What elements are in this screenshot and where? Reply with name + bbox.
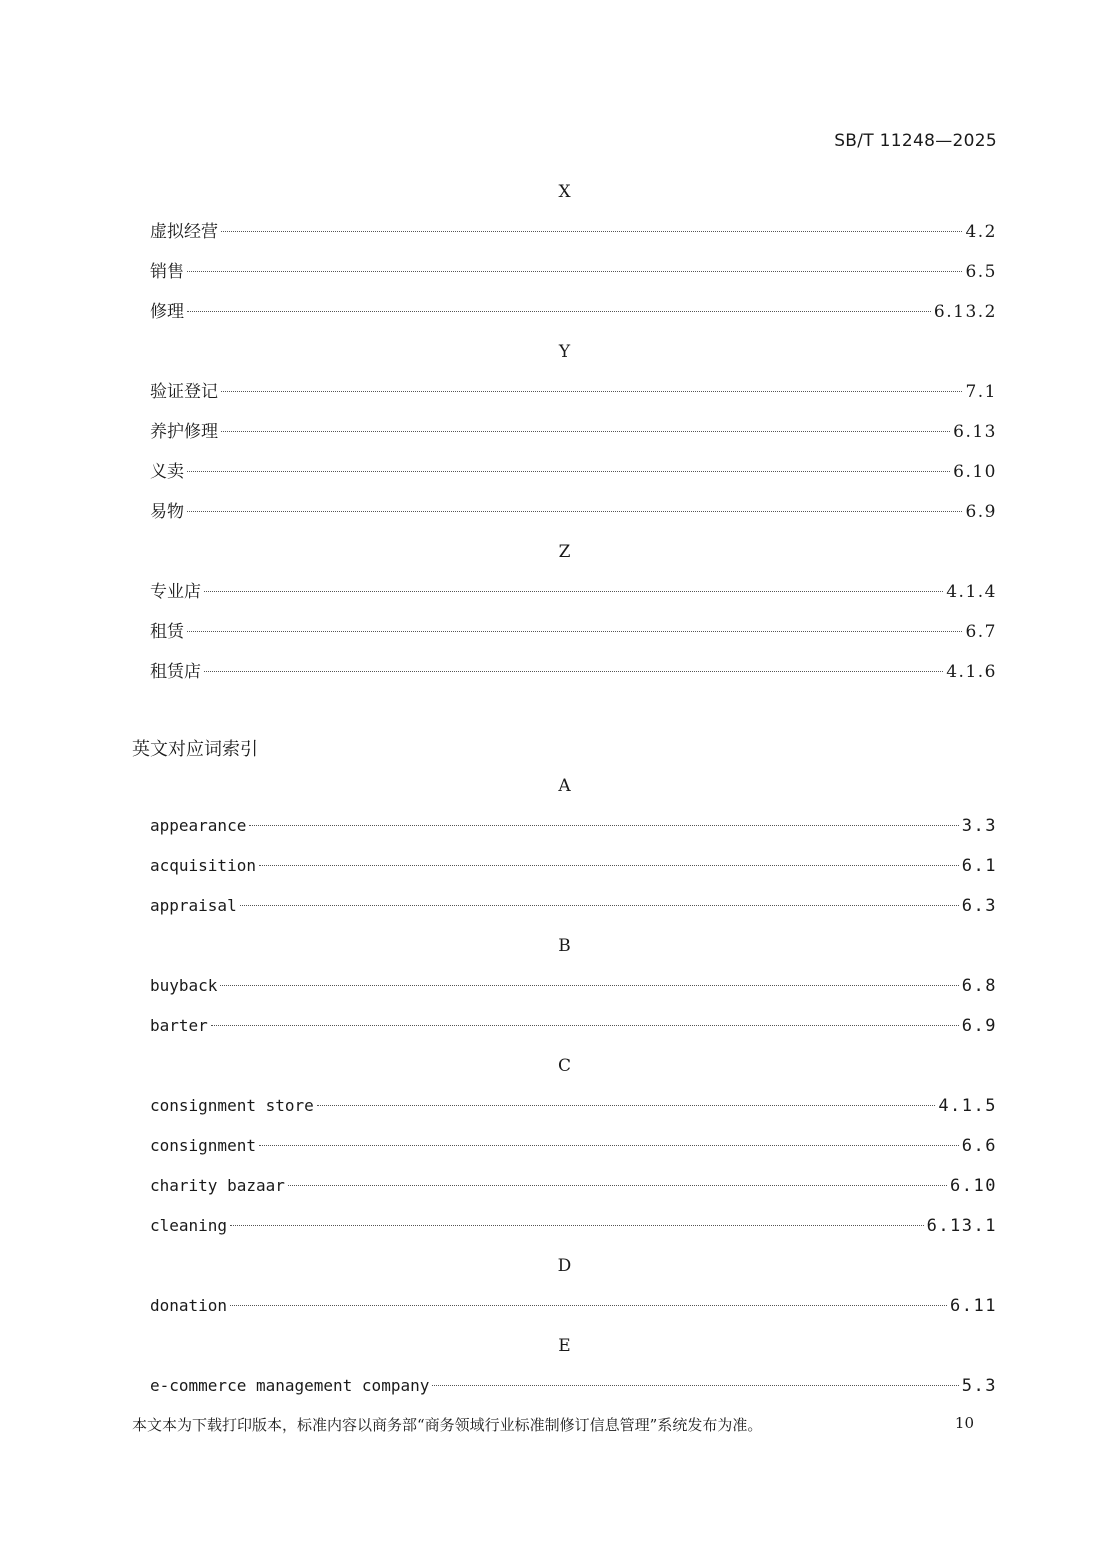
index-entry bbox=[150, 572, 997, 612]
index-ref: 6.9 bbox=[961, 1016, 997, 1036]
dot-leader bbox=[432, 1385, 958, 1386]
index-ref: 6.9 bbox=[965, 502, 997, 522]
index-entry bbox=[150, 966, 997, 1006]
index-entry bbox=[150, 886, 997, 926]
index-ref: 6.3 bbox=[961, 896, 997, 916]
index-ref: 6.11 bbox=[950, 1296, 997, 1316]
index-term: cleaning bbox=[150, 1216, 228, 1235]
dot-leader bbox=[187, 311, 931, 312]
dot-leader bbox=[230, 1225, 924, 1226]
dot-leader bbox=[204, 591, 943, 592]
index-ref: 5.3 bbox=[961, 1376, 997, 1396]
index-ref: 6.7 bbox=[965, 622, 997, 642]
index-term: 义卖 bbox=[150, 462, 184, 482]
index-ref: 6.1 bbox=[961, 856, 997, 876]
index-term: consignment store bbox=[150, 1096, 314, 1115]
index-entry bbox=[150, 372, 997, 412]
index-ref: 4.2 bbox=[965, 222, 997, 242]
index-term: charity bazaar bbox=[150, 1176, 285, 1195]
index-entry bbox=[150, 1006, 997, 1046]
dot-leader bbox=[221, 231, 962, 232]
index-ref: 6.10 bbox=[953, 462, 997, 482]
index-letter-heading: Z bbox=[558, 542, 571, 562]
dot-leader bbox=[259, 865, 959, 866]
index-letter-heading: A bbox=[558, 776, 571, 796]
index-ref: 6.6 bbox=[961, 1136, 997, 1156]
dot-leader bbox=[317, 1105, 936, 1106]
index-term: donation bbox=[150, 1296, 228, 1315]
dot-leader bbox=[187, 471, 950, 472]
index-ref: 3.3 bbox=[961, 816, 997, 836]
index-entry bbox=[150, 612, 997, 652]
index-entry bbox=[150, 1166, 997, 1206]
dot-leader bbox=[259, 1145, 959, 1146]
page-footer bbox=[132, 1414, 974, 1435]
index-entry bbox=[150, 452, 997, 492]
index-term: 虚拟经营 bbox=[150, 222, 218, 242]
index-term: 专业店 bbox=[150, 582, 201, 602]
index-letter-heading: B bbox=[558, 936, 571, 956]
index-entry bbox=[150, 1126, 997, 1166]
index-ref: 6.8 bbox=[961, 976, 997, 996]
dot-leader bbox=[204, 671, 943, 672]
index-ref: 6.13.2 bbox=[933, 302, 997, 322]
dot-leader bbox=[220, 985, 958, 986]
index-ref: 6.5 bbox=[965, 262, 997, 282]
index-ref: 4.1.6 bbox=[946, 662, 997, 682]
index-letter-heading: D bbox=[557, 1256, 572, 1276]
dot-leader bbox=[288, 1185, 947, 1186]
index-ref: 4.1.4 bbox=[946, 582, 997, 602]
index-term: e-commerce management company bbox=[150, 1376, 430, 1395]
index-term: acquisition bbox=[150, 856, 256, 875]
index-entry bbox=[150, 1366, 997, 1406]
dot-leader bbox=[240, 905, 959, 906]
english-index bbox=[150, 766, 997, 1406]
index-term: appraisal bbox=[150, 896, 237, 915]
footer-note: 本文本为下载打印版本，标准内容以商务部“商务领域行业标准制修订信息管理”系统发布为准。 bbox=[132, 1416, 763, 1434]
index-letter-heading: C bbox=[557, 1056, 571, 1076]
index-ref: 6.13 bbox=[953, 422, 997, 442]
index-term: appearance bbox=[150, 816, 247, 835]
index-entry bbox=[150, 252, 997, 292]
index-entry bbox=[150, 212, 997, 252]
index-entry bbox=[150, 1206, 997, 1246]
index-term: consignment bbox=[150, 1136, 256, 1155]
index-entry bbox=[150, 1086, 997, 1126]
index-term: 租赁 bbox=[150, 622, 184, 642]
index-term: 销售 bbox=[150, 262, 184, 282]
index-entry bbox=[150, 412, 997, 452]
index-ref: 4.1.5 bbox=[938, 1096, 997, 1116]
index-entry bbox=[150, 492, 997, 532]
document-code: SB/T 11248—2025 bbox=[834, 131, 997, 151]
index-letter-heading: Y bbox=[558, 342, 571, 362]
index-letter-heading: E bbox=[558, 1336, 571, 1356]
index-ref: 7.1 bbox=[965, 382, 997, 402]
index-entry bbox=[150, 652, 997, 692]
index-ref: 6.10 bbox=[950, 1176, 997, 1196]
index-term: 易物 bbox=[150, 502, 184, 522]
dot-leader bbox=[187, 631, 962, 632]
index-entry bbox=[150, 846, 997, 886]
index-term: 养护修理 bbox=[150, 422, 218, 442]
dot-leader bbox=[221, 391, 962, 392]
page-number: 10 bbox=[954, 1414, 974, 1432]
dot-leader bbox=[230, 1305, 947, 1306]
dot-leader bbox=[211, 1025, 959, 1026]
index-entry bbox=[150, 806, 997, 846]
dot-leader bbox=[187, 271, 962, 272]
index-term: 修理 bbox=[150, 302, 184, 322]
index-ref: 6.13.1 bbox=[926, 1216, 997, 1236]
chinese-index bbox=[150, 172, 997, 692]
index-term: 租赁店 bbox=[150, 662, 201, 682]
index-term: buyback bbox=[150, 976, 218, 995]
index-term: barter bbox=[150, 1016, 208, 1035]
index-entry bbox=[150, 1286, 997, 1326]
dot-leader bbox=[221, 431, 950, 432]
index-term: 验证登记 bbox=[150, 382, 218, 402]
english-index-title: 英文对应词索引 bbox=[132, 739, 258, 760]
index-entry bbox=[150, 292, 997, 332]
index-letter-heading: X bbox=[558, 182, 571, 202]
dot-leader bbox=[187, 511, 962, 512]
dot-leader bbox=[249, 825, 958, 826]
